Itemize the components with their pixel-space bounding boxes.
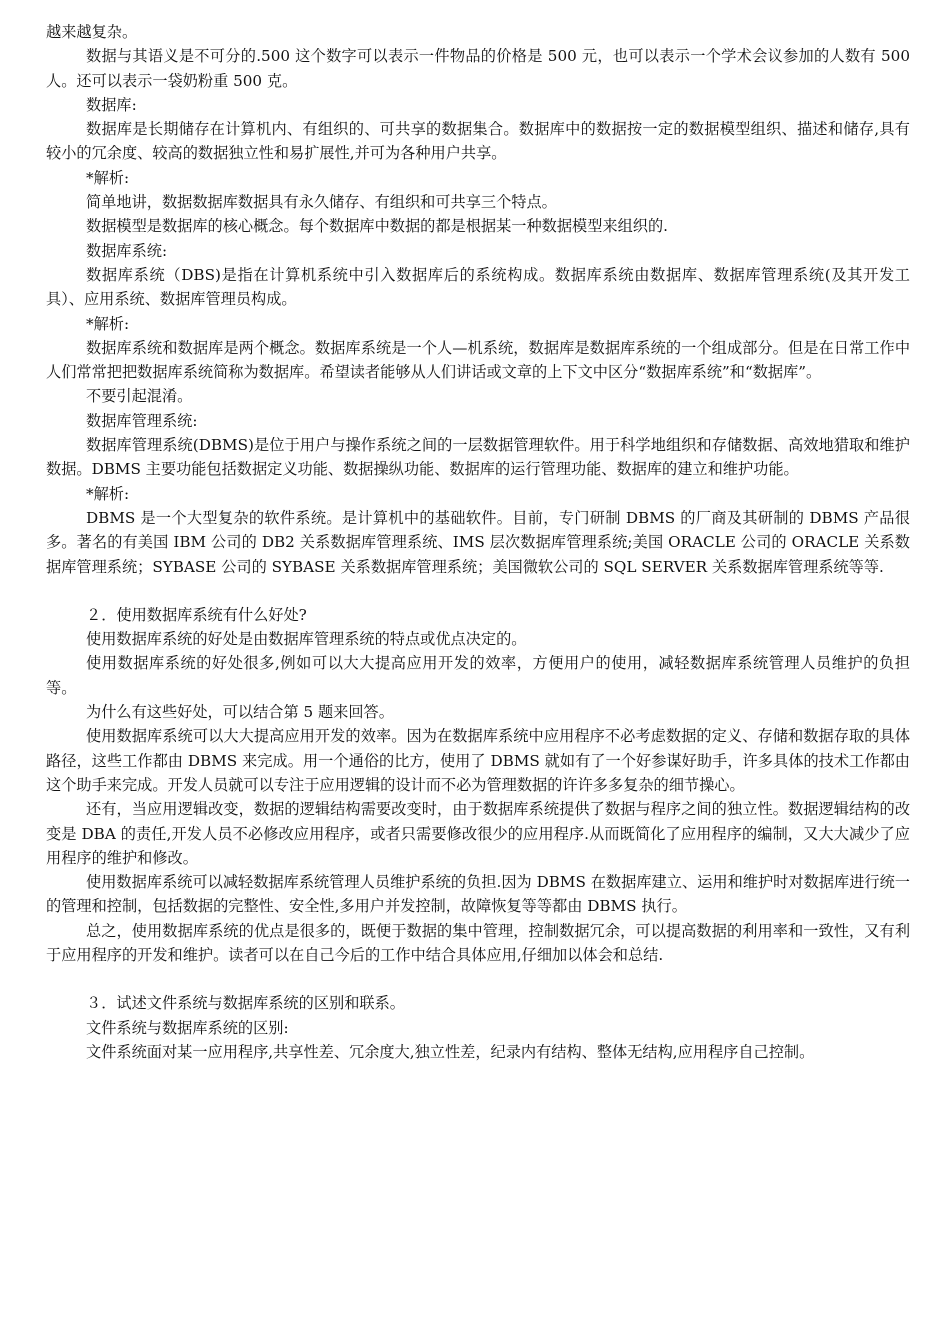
text-paragraph: 还有，当应用逻辑改变，数据的逻辑结构需要改变时，由于数据库系统提供了数据与程序之间的独立性。数据逻辑结构的改变是 DBA 的责任,开发人员不必修改应用程序，或者只需要修改很少的应用程序.从而既简化了应用程序的编制，又大大减少了应用程序的维护和修改。 bbox=[46, 800, 910, 867]
text-paragraph: 总之，使用数据库系统的优点是很多的，既便于数据的集中管理，控制数据冗余，可以提高数据的利用率和一致性，又有利于应用程序的开发和维护。读者可以在自己今后的工作中结合具体应用,仔细加以体会和总结. bbox=[46, 921, 910, 964]
text-paragraph: 数据与其语义是不可分的.500 这个数字可以表示一件物品的价格是 500 元，也可以表示一个学术会议参加的人数有 500 人。还可以表示一袋奶粉重 500 克。 bbox=[46, 47, 910, 90]
paragraph-spacer bbox=[46, 579, 910, 603]
text-paragraph: 使用数据库系统的好处很多,例如可以大大提高应用开发的效率，方便用户的使用，减轻数据库系统管理人员维护的负担等。 bbox=[46, 654, 910, 697]
section-heading: 数据库: bbox=[86, 95, 137, 114]
text-paragraph: 简单地讲，数据数据库数据具有永久储存、有组织和可共享三个特点。 bbox=[86, 193, 557, 212]
question-heading: ２．使用数据库系统有什么好处? bbox=[86, 605, 307, 624]
text-paragraph: 数据库系统和数据库是两个概念。数据库系统是一个人—机系统，数据库是数据库系统的一个组成部分。但是在日常工作中人们常常把把数据库系统简称为数据库。希望读者能够从人们讲话或文章的上下文中区分“数据库系统”和“数据库”。 bbox=[46, 338, 910, 382]
text-paragraph: 数据库管理系统(DBMS)是位于用户与操作系统之间的一层数据管理软件。用于科学地组织和存储数据、高效地猎取和维护数据。DBMS 主要功能包括数据定义功能、数据操纵功能、数据库的运行管理功能、数据库的建立和维护功能。 bbox=[46, 436, 910, 479]
text-paragraph: 不要引起混淆。 bbox=[86, 387, 193, 406]
section-heading: 数据库系统: bbox=[86, 241, 168, 260]
paragraph-spacer bbox=[46, 967, 910, 991]
section-heading: 数据库管理系统: bbox=[86, 411, 198, 430]
text-paragraph: 数据库是长期储存在计算机内、有组织的、可共享的数据集合。数据库中的数据按一定的数据模型组织、描述和储存,具有较小的冗余度、较高的数据独立性和易扩展性,并可为各种用户共享。 bbox=[46, 120, 910, 163]
text-paragraph: 数据模型是数据库的核心概念。每个数据库中数据的都是根据某一种数据模型来组织的. bbox=[86, 217, 668, 236]
analysis-label: *解析: bbox=[86, 314, 130, 333]
text-paragraph: DBMS 是一个大型复杂的软件系统。是计算机中的基础软件。目前，专门研制 DBMS 的厂商及其研制的 DBMS 产品很多。著名的有美国 IBM 公司的 DB2 关系数据库管理系统、IMS 层次数据库管理系统;美国 ORACLE 公司的 ORACLE 关系数据库管理系统；SYBASE 公司的 SYBASE 关系数据库管理系统；美国微软公司的 SQL SERVER 关系数据库管理系统等等. bbox=[46, 508, 910, 576]
text-paragraph: 越来越复杂。 bbox=[46, 23, 138, 41]
text-paragraph: 为什么有这些好处，可以结合第 5 题来回答。 bbox=[86, 703, 394, 722]
text-paragraph: 使用数据库系统可以减轻数据库系统管理人员维护系统的负担.因为 DBMS 在数据库建立、运用和维护时对数据库进行统一的管理和控制，包括数据的完整性、安全性,多用户并发控制，故障恢复等等都由 DBMS 执行。 bbox=[46, 873, 910, 916]
question-heading: ３．试述文件系统与数据库系统的区别和联系。 bbox=[86, 994, 405, 1013]
text-paragraph: 使用数据库系统的好处是由数据库管理系统的特点或优点决定的。 bbox=[86, 630, 527, 649]
analysis-label: *解析: bbox=[86, 484, 130, 503]
section-heading: 文件系统与数据库系统的区别: bbox=[86, 1018, 289, 1037]
text-paragraph: 使用数据库系统可以大大提高应用开发的效率。因为在数据库系统中应用程序不必考虑数据的定义、存储和数据存取的具体路径，这些工作都由 DBMS 来完成。用一个通俗的比方，使用了 DBMS 就如有了一个好参谋好助手，许多具体的技术工作都由这个助手来完成。开发人员就可以专注于应用逻辑的设计而不必为管理数据的许许多多复杂的细节操心。 bbox=[46, 727, 910, 794]
text-paragraph: 数据库系统（DBS)是指在计算机系统中引入数据库后的系统构成。数据库系统由数据库、数据库管理系统(及其开发工具）、应用系统、数据库管理员构成。 bbox=[46, 265, 910, 309]
text-paragraph: 文件系统面对某一应用程序,共享性差、冗余度大,独立性差，纪录内有结构、整体无结构,应用程序自己控制。 bbox=[86, 1042, 815, 1061]
analysis-label: *解析: bbox=[86, 168, 130, 187]
